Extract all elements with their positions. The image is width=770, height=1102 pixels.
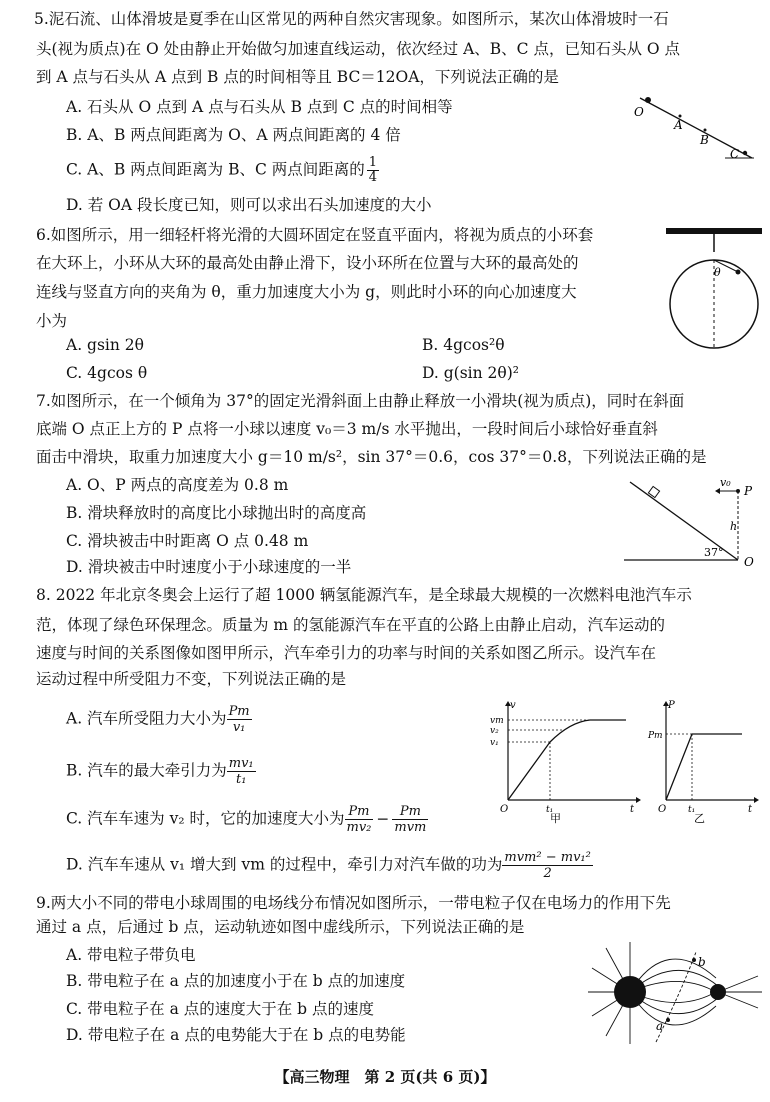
q8-stem-line1: 8. 2022 年北京冬奥会上运行了超 1000 辆氢能源汽车，是全球最大规模的一次燃料电池汽车示: [36, 586, 692, 604]
q8-option-b: [66, 756, 256, 787]
q6-fig-theta: θ: [714, 266, 721, 279]
q6-option-d: D. g(sin 2θ)²: [422, 364, 519, 382]
q7-fig-h: h: [730, 520, 738, 533]
q9-stem-line2: 通过 a 点，后通过 b 点，运动轨迹如图中虚线所示，下列说法正确的是: [36, 918, 525, 936]
fraction-denominator: mv₂: [346, 820, 372, 835]
q8-option-d-text: D. 汽车车速从 v₁ 增大到 vm 的过程中，牵引力对汽车做的功为: [66, 855, 503, 874]
q7-option-a: A. O、P 两点的高度差为 0.8 m: [66, 476, 289, 494]
q5-stem-line3: 到 A 点与石头从 A 点到 B 点的时间相等且 BC＝12OA，下列说法正确的是: [36, 68, 559, 86]
q8-option-b-text: B. 汽车的最大牵引力为: [66, 761, 227, 780]
q9-fig-a: a: [656, 1019, 664, 1033]
q7-stem-line1: 7.如图所示，在一个倾角为 37°的固定光滑斜面上由静止释放一小滑块(视为质点)，同时在斜面: [36, 392, 685, 410]
q5-option-d: D. 若 OA 段长度已知，则可以求出石头加速度的大小: [66, 196, 432, 214]
q8-c-fraction-1: [345, 804, 374, 835]
q7-incline-figure: [620, 476, 765, 570]
q5-fig-b: B: [700, 133, 709, 147]
q8-b-fraction: [227, 756, 256, 787]
q8-yi-caption: 乙: [694, 812, 705, 825]
q8-stem-line2: 范，体现了绿色环保理念。质量为 m 的氢能源汽车在平直的公路上由静止启动，汽车运动的: [36, 616, 666, 634]
q9-option-a: A. 带电粒子带负电: [66, 946, 196, 964]
q6-stem-line3: 连线与竖直方向的夹角为 θ，重力加速度大小为 g，则此时小环的向心加速度大: [36, 283, 577, 301]
q9-option-c: C. 带电粒子在 a 点的速度大于在 b 点的速度: [66, 1000, 375, 1018]
q7-fig-angle: 37°: [704, 546, 724, 559]
fraction-numerator: Pm: [392, 804, 428, 820]
q8-yi-t1: t₁: [688, 805, 696, 815]
q8-jia-vm: vm: [490, 716, 504, 726]
q8-stem-line3: 速度与时间的关系图像如图甲所示，汽车牵引力的功率与时间的关系如图乙所示。设汽车在: [36, 644, 657, 662]
fraction-denominator: t₁: [235, 772, 247, 787]
q5-stem-line1: 5.泥石流、山体滑坡是夏季在山区常见的两种自然灾害现象。如图所示，某次山体滑坡时一石: [34, 10, 669, 28]
q9-stem-line1: 9.两大小不同的带电小球周围的电场线分布情况如图所示，一带电粒子仅在电场力的作用下先: [36, 894, 671, 912]
q7-fig-o: O: [744, 555, 754, 569]
q8-jia-v-axis: v: [510, 700, 516, 711]
q7-stem-line3: 面击中滑块，取重力加速度大小 g＝10 m/s²，sin 37°＝0.6，cos 37°＝0.8，下列说法正确的是: [36, 448, 707, 466]
q8-yi-pm: Pm: [648, 731, 663, 741]
q6-stem-line4: 小为: [36, 312, 68, 330]
q7-stem-line2: 底端 O 点正上方的 P 点将一小球以速度 v₀＝3 m/s 水平抛出，一段时间后小球恰好垂直斜: [36, 420, 658, 438]
q8-option-c-text: C. 汽车车速为 v₂ 时，它的加速度大小为: [66, 809, 345, 828]
q8-chart-jia: [490, 700, 642, 825]
q8-jia-v1: v₁: [490, 738, 499, 748]
fraction-numerator: mv₁: [228, 756, 254, 771]
q5-option-a: A. 石头从 O 点到 A 点与石头从 B 点到 C 点的时间相等: [66, 98, 453, 116]
q5-option-b: B. A、B 两点间距离为 O、A 两点间距离的 4 倍: [66, 126, 401, 144]
q6-option-c: C. 4gcos θ: [66, 364, 148, 382]
q8-jia-t-axis: t: [630, 804, 635, 815]
q5-fig-o: O: [634, 105, 644, 119]
fraction-numerator: 1: [368, 155, 378, 170]
q9-option-d: D. 带电粒子在 a 点的电势能大于在 b 点的电势能: [66, 1026, 406, 1044]
q8-jia-t1: t₁: [546, 805, 554, 815]
q8-c-fraction-2: [392, 804, 428, 835]
q8-option-d: [66, 850, 593, 881]
q9-option-b: B. 带电粒子在 a 点的加速度小于在 b 点的加速度: [66, 972, 406, 990]
q9-field-figure: [586, 932, 764, 1052]
q7-option-b: B. 滑块释放时的高度比小球抛出时的高度高: [66, 504, 367, 522]
q5-fig-c: C: [730, 147, 740, 161]
q8-jia-v2: v₂: [490, 726, 499, 736]
fraction-denominator: 4: [368, 170, 378, 185]
q6-option-b: B. 4gcos²θ: [422, 336, 505, 354]
q8-option-a: [66, 704, 252, 735]
minus-sign: −: [376, 809, 390, 828]
q5-stem-line2: 头(视为质点)在 O 处由静止开始做匀加速直线运动，依次经过 A、B、C 点，已知石头从 O 点: [36, 40, 681, 58]
q8-jia-caption: 甲: [550, 812, 561, 825]
q8-jia-origin: O: [500, 804, 509, 815]
q5-fig-a: A: [674, 118, 683, 132]
fraction-denominator: mvm: [394, 820, 427, 835]
q9-fig-b: b: [698, 955, 706, 969]
fraction-denominator: v₁: [232, 720, 246, 735]
q8-yi-origin: O: [658, 804, 667, 815]
fraction-denominator: 2: [543, 866, 552, 881]
page-footer: 【高三物理 第 2 页(共 6 页)】: [274, 1068, 496, 1086]
q5-option-c-text: C. A、B 两点间距离为 B、C 两点间距离的: [66, 160, 365, 179]
q8-option-a-text: A. 汽车所受阻力大小为: [66, 709, 227, 728]
q7-fig-p: P: [744, 484, 753, 498]
q8-yi-p-axis: P: [668, 700, 675, 711]
fraction-numerator: Pm: [345, 804, 374, 820]
q8-yi-t-axis: t: [748, 804, 753, 815]
q8-option-c: [66, 804, 428, 835]
q8-a-fraction: [227, 704, 252, 735]
q8-chart-yi: [648, 700, 760, 825]
q6-option-a: A. gsin 2θ: [66, 336, 144, 354]
q6-stem-line1: 6.如图所示，用一细轻杆将光滑的大圆环固定在竖直平面内，将视为质点的小环套: [36, 226, 594, 244]
q5-slope-figure: [630, 92, 760, 162]
fraction-numerator: mvm² − mv₁²: [504, 850, 591, 865]
fraction-numerator: Pm: [228, 704, 250, 719]
q7-option-c: C. 滑块被击中时距离 O 点 0.48 m: [66, 532, 309, 550]
q8-stem-line4: 运动过程中所受阻力不变，下列说法正确的是: [36, 670, 347, 688]
q6-stem-line2: 在大环上，小环从大环的最高处由静止滑下，设小环所在位置与大环的最高处的: [36, 254, 579, 272]
q8-d-fraction: [502, 850, 592, 881]
q5-option-c: [66, 156, 379, 185]
q7-fig-v0: v₀: [720, 476, 731, 489]
q5-fraction: [367, 156, 379, 185]
q7-option-d: D. 滑块被击中时速度小于小球速度的一半: [66, 558, 352, 576]
q6-ring-figure: [664, 226, 764, 376]
